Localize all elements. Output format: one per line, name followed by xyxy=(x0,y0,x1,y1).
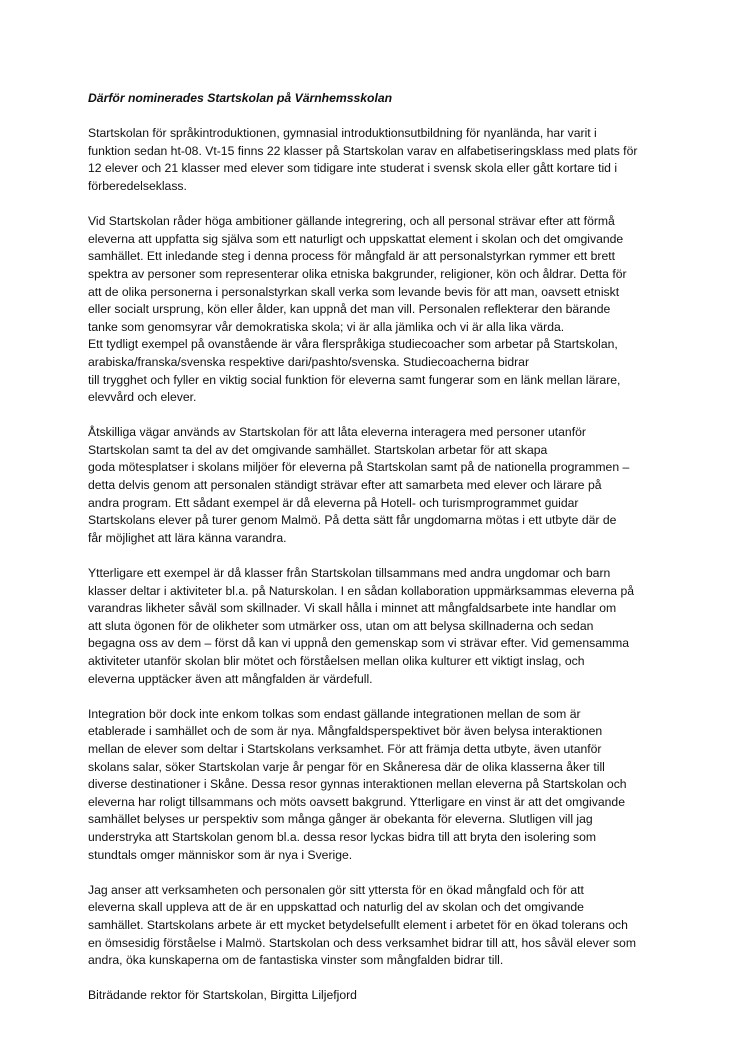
body-paragraph xyxy=(88,882,662,970)
paragraph-line: elevvård och elever. xyxy=(88,390,197,405)
signature: Biträdande rektor för Startskolan, Birgitta Liljefjord xyxy=(88,988,357,1003)
body-paragraph xyxy=(88,125,662,195)
paragraph-line: Ytterligare ett exempel är då klasser från Startskolan tillsammans med andra ungdomar och barn xyxy=(88,566,611,581)
document-title: Därför nominerades Startskolan på Värnhemsskolan xyxy=(88,91,393,105)
paragraph-line: eleverna upptäcker även att mångfalden är värdefull. xyxy=(88,671,373,686)
paragraph-line: att sluta ögonen för de olikheter som utmärker oss, utan om att belysa skillnaderna och sedan xyxy=(88,618,594,633)
paragraph-line: Ett tydligt exempel på ovanstående är våra flerspråkiga studiecoacher som arbetar på Startskolan, xyxy=(88,337,618,352)
paragraph-line: etablerade i samhället och de som är nya. Mångfaldsperspektivet bör även belysa interaktionen xyxy=(88,724,603,739)
paragraph-line: stundtals omger människor som är nya i Sverige. xyxy=(88,847,353,862)
paragraph-line: Vid Startskolan råder höga ambitioner gällande integrering, och all personal strävar efter att förmå xyxy=(88,214,615,229)
paragraph-line: till trygghet och fyller en viktig social funktion för eleverna samt fungerar som en länk mellan lärare, xyxy=(88,372,621,387)
paragraph-line: Integration bör dock inte enkom tolkas som endast gällande integrationen mellan de som är xyxy=(88,706,581,721)
paragraph-line: Startskolan samt ta del av det omgivande samhället. Startskolan arbetar för att skapa xyxy=(88,442,548,457)
paragraph-line: skolans salar, söker Startskolan varje år pengar för en Skåneresa där de olika klasserna åker till xyxy=(88,759,605,774)
paragraph-line: andra program. Ett sådant exempel är då eleverna på Hotell- och turismprogrammet guidar xyxy=(88,495,579,510)
paragraph-line: arabiska/franska/svenska respektive dari/pashto/svenska. Studiecoacherna bidrar xyxy=(88,354,530,369)
paragraph-line: aktiviteter utanför skolan blir mötet och förståelsen mellan olika kulturer ett viktigt inslag, och xyxy=(88,654,585,668)
paragraph-line: samhället belyses ur perspektiv som många gånger är obekanta för eleverna. Slutligen vill jag xyxy=(88,812,593,827)
paragraph-line: eller socialt ursprung, kön eller ålder, kan uppnå det man vill. Personalen reflekterar den bärande xyxy=(88,302,611,317)
paragraph-line: mellan de elever som deltar i Startskolans verksamhet. För att främja detta utbyte, även utanför xyxy=(88,741,602,756)
paragraph-line: varandras likheter såväl som skillnader. Vi skall hålla i minnet att mångfaldsarbete inte handlar om xyxy=(88,601,617,616)
paragraph-line: tanke som genomsyrar vår demokratiska skola; vi är alla jämlika och vi är alla lika värda. xyxy=(88,319,565,334)
paragraph-line: understryka att Startskolan genom bl.a. dessa resor lyckas bidra till att bryta den isolering som xyxy=(88,829,597,844)
paragraph-line: begagna oss av dem – först då kan vi uppnå den gemenskap som vi strävar efter. Vid gemensamma xyxy=(88,636,630,651)
paragraph-line: klasser deltar i aktiviteter bl.a. på Naturskolan. I en sådan kollaboration uppmärksammas eleverna på xyxy=(88,583,635,598)
document-page xyxy=(88,90,662,1005)
paragraph-line: detta delvis genom att personalen ständigt strävar efter att samarbeta med elever och lärare på xyxy=(88,478,602,493)
paragraph-line: 12 elever och 21 klasser med elever som tidigare inte studerat i svensk skola eller gått kortare tid i xyxy=(88,161,618,176)
paragraph-line: goda mötesplatser i skolans miljöer för eleverna på Startskolan samt på de nationella programmen – xyxy=(88,460,630,475)
paragraph-line: Jag anser att verksamheten och personalen gör sitt yttersta för en ökad mångfald och för att xyxy=(88,882,584,897)
paragraph-line: samhället. Startskolans arbete är ett mycket betydelsefullt element i arbetet för en ökad tolerans och xyxy=(88,917,628,932)
body-paragraph xyxy=(88,565,662,688)
paragraph-line: diverse destinationer i Skåne. Dessa resor gynnas interaktionen mellan eleverna på Startskolan och xyxy=(88,777,627,792)
paragraph-line: Åtskilliga vägar används av Startskolan för att låta eleverna interagera med personer utanför xyxy=(88,425,586,440)
paragraph-line: andra, öka kunskaperna om de fantastiska vinster som mångfalden bidrar till. xyxy=(88,953,504,968)
paragraph-line: en ömsesidig förståelse i Malmö. Startskolan och dess verksamhet bidrar till att, hos såväl elever som xyxy=(88,935,636,950)
paragraph-line: Startskolans elever på turer genom Malmö. På detta sätt får ungdomarna mötas i ett utbyte där de xyxy=(88,513,617,528)
body-paragraph xyxy=(88,424,662,547)
body-paragraph xyxy=(88,213,662,407)
paragraph-line: eleverna skall uppleva att de är en uppskattad och naturlig del av skolan och det omgivande xyxy=(88,900,584,915)
paragraph-line: eleverna har roligt tillsammans och möts oavsett bakgrund. Ytterligare en vinst är att det omgivande xyxy=(88,794,625,809)
document-body xyxy=(88,125,662,970)
body-paragraph xyxy=(88,706,662,864)
paragraph-line: spektra av personer som representerar olika etniska bakgrunder, religioner, kön och åldrar. Detta för xyxy=(88,266,627,281)
paragraph-line: får möjlighet att lära känna varandra. xyxy=(88,530,287,545)
paragraph-line: samhället. Ett inledande steg i denna process för mångfald är att personalstyrkan rymmer ett brett xyxy=(88,249,616,264)
paragraph-line: eleverna att uppfatta sig själva som ett naturligt och uppskattat element i skolan och det omgivande xyxy=(88,231,624,246)
paragraph-line: funktion sedan ht-08. Vt-15 finns 22 klasser på Startskolan varav en alfabetiseringsklass med plats för xyxy=(88,143,638,158)
paragraph-line: förberedelseklass. xyxy=(88,178,187,193)
paragraph-line: att de olika personerna i personalstyrkan skall verka som levande bevis för att man, oavsett etniskt xyxy=(88,284,620,299)
paragraph-line: Startskolan för språkintroduktionen, gymnasial introduktionsutbildning för nyanlända, har varit i xyxy=(88,126,597,141)
